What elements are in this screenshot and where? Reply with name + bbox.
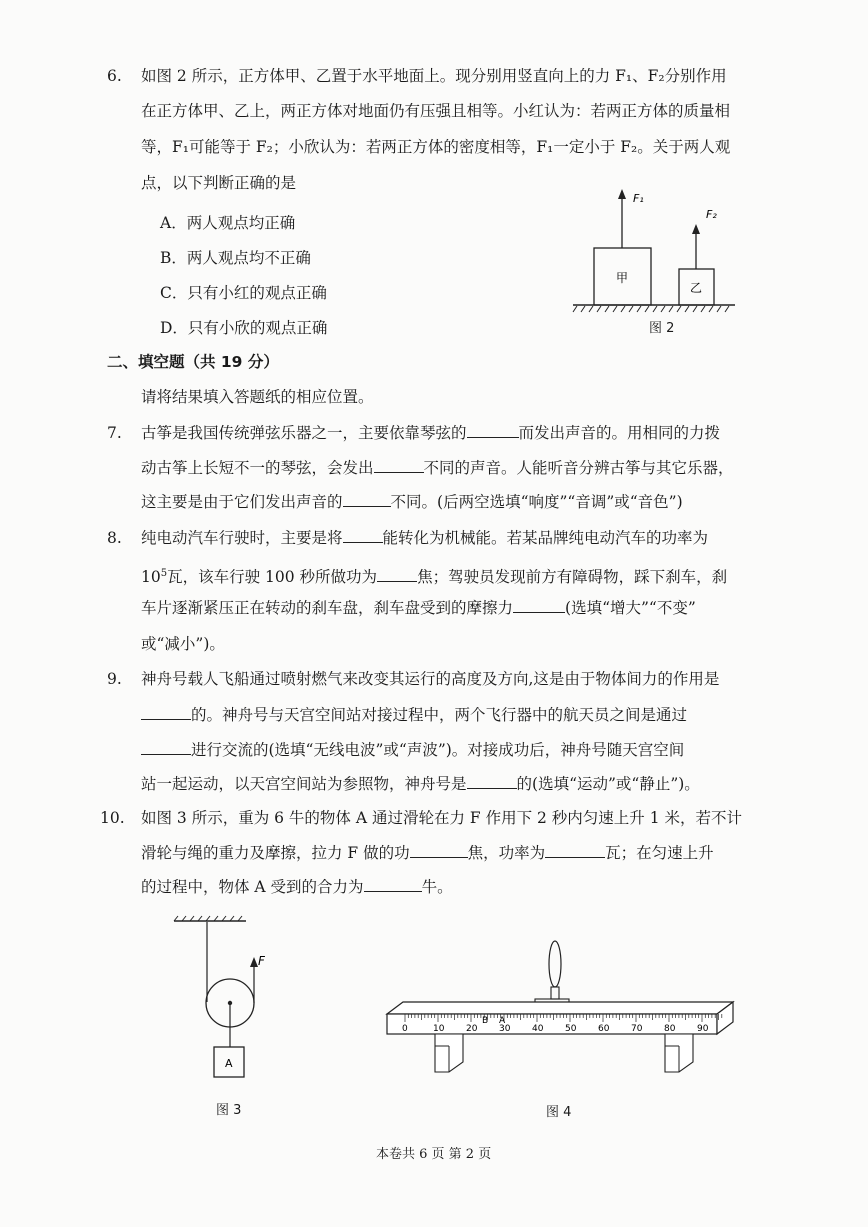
question-6-number: 6.	[107, 67, 122, 85]
figure-4-caption: 图 4	[546, 1105, 572, 1120]
question-8-number: 8.	[107, 529, 122, 547]
section-instruction: 请将结果填入答题纸的相应位置。	[141, 388, 374, 406]
ruler-tick-label: 30	[499, 1024, 511, 1034]
label-a: A	[499, 1016, 506, 1026]
question-10-line-3: 的过程中，物体 A 受到的合力为 牛。	[141, 878, 453, 896]
ruler-tick-label: 90	[697, 1024, 709, 1034]
question-10-number: 10.	[100, 809, 125, 827]
question-7-number: 7.	[107, 424, 122, 442]
question-8-line-4: 或“减小”)。	[141, 635, 225, 653]
label-b: B	[482, 1016, 489, 1026]
figure-3-diagram	[168, 915, 278, 1085]
figure-2-diagram	[565, 185, 745, 330]
label-a: A	[225, 1057, 233, 1070]
question-6-line-4: 点，以下判断正确的是	[141, 174, 297, 192]
blank	[141, 740, 191, 755]
ruler-tick-label: 60	[598, 1024, 610, 1034]
figure-2-caption: 图 2	[649, 321, 675, 336]
blank	[467, 774, 517, 789]
option-a: A．两人观点均正确	[160, 214, 296, 232]
question-9-number: 9.	[107, 670, 122, 688]
ruler-tick-label: 40	[532, 1024, 544, 1034]
label-f: F	[258, 954, 265, 968]
label-jia: 甲	[616, 271, 629, 285]
question-9-line-4: 站一起运动，以天宫空间站为参照物，神舟号是 的(选填“运动”或“静止”)。	[141, 775, 700, 793]
blank	[377, 567, 417, 582]
page-footer: 本卷共 6 页 第 2 页	[376, 1147, 492, 1162]
label-f1: F₁	[633, 192, 644, 205]
question-8-line-1: 纯电动汽车行驶时，主要是将 能转化为机械能。若某品牌纯电动汽车的功率为	[141, 529, 709, 547]
figure-3-caption: 图 3	[216, 1103, 242, 1118]
lens	[549, 941, 561, 987]
blank	[343, 492, 391, 507]
question-10-line-2: 滑轮与绳的重力及摩擦，拉力 F 做的功 焦，功率为 瓦；在匀速上升	[141, 844, 714, 862]
figure-4-diagram	[383, 940, 743, 1090]
blank	[374, 458, 424, 473]
question-7-line-2: 动古筝上长短不一的琴弦，会发出 不同的声音。人能听音分辨古筝与其它乐器，	[141, 459, 734, 477]
blank	[364, 877, 422, 892]
question-8-line-2: $10^5$瓦，该车行驶 100 秒所做功为 焦；驾驶员发现前方有障碍物，踩下刹车，刹	[141, 568, 728, 587]
option-d: D．只有小欣的观点正确	[160, 319, 328, 337]
blank	[467, 423, 519, 438]
blank	[141, 705, 191, 720]
question-10-line-1: 如图 3 所示，重为 6 牛的物体 A 通过滑轮在力 F 作用下 2 秒内匀速上升 1 米，若不计	[141, 809, 743, 827]
label-yi: 乙	[690, 281, 703, 295]
ruler-tick-label: 50	[565, 1024, 577, 1034]
ruler-tick-label: 20	[466, 1024, 478, 1034]
question-9-line-1: 神舟号载人飞船通过喷射燃气来改变其运行的高度及方向,这是由于物体间力的作用是	[141, 670, 720, 688]
blank	[545, 843, 605, 858]
question-6-line-3: 等，F₁可能等于 F₂；小欣认为：若两正方体的密度相等，F₁一定小于 F₂。关于两人观	[141, 138, 731, 156]
blank	[513, 598, 565, 613]
option-c: C．只有小红的观点正确	[160, 284, 327, 302]
question-7-line-3: 这主要是由于它们发出声音的 不同。(后两空选填“响度”“音调”或“音色”)	[141, 493, 683, 511]
question-7-line-1: 古筝是我国传统弹弦乐器之一，主要依靠琴弦的 而发出声音的。用相同的力拨	[141, 424, 721, 442]
question-6-line-1: 如图 2 所示，正方体甲、乙置于水平地面上。现分别用竖直向上的力 F₁、F₂分别作用	[141, 67, 727, 85]
blank	[410, 843, 468, 858]
label-f2: F₂	[706, 208, 717, 221]
question-6-line-2: 在正方体甲、乙上，两正方体对地面仍有压强且相等。小红认为：若两正方体的质量相	[141, 102, 731, 120]
ruler-tick-label: 70	[631, 1024, 643, 1034]
ruler-tick-label: 10	[433, 1024, 445, 1034]
question-9-line-2: 的。神舟号与天宫空间站对接过程中，两个飞行器中的航天员之间是通过	[141, 705, 687, 725]
question-9-line-3: 进行交流的(选填“无线电波”或“声波”)。对接成功后，神舟号随天宫空间	[141, 740, 684, 760]
ruler-tick-label: 80	[664, 1024, 676, 1034]
blank	[343, 528, 383, 543]
section-title: 二、填空题（共 19 分）	[107, 353, 279, 371]
question-8-line-3: 车片逐渐紧压正在转动的刹车盘，刹车盘受到的摩擦力 (选填“增大”“不变”	[141, 599, 696, 617]
ruler-tick-label: 0	[402, 1024, 408, 1034]
option-b: B．两人观点均不正确	[160, 249, 311, 267]
